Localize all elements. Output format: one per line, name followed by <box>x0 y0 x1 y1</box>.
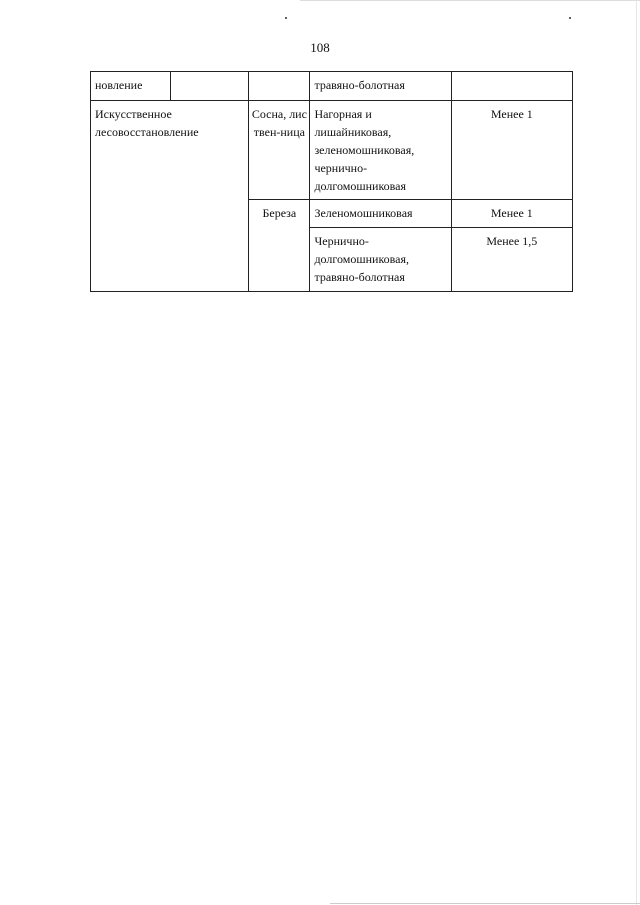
table-cell-forest-type: Нагорная и лишайниковая, зеленомошниковая, чернично-долгомошниковая <box>310 101 451 200</box>
table-cell-value: Менее 1 <box>451 200 572 228</box>
table-cell-method: Искусственное лесовосстановление <box>91 101 249 292</box>
scan-edge-bottom <box>330 903 640 904</box>
scan-speck <box>285 17 287 19</box>
table-cell-species: Береза <box>249 200 310 292</box>
table-cell-empty <box>171 72 249 101</box>
scan-edge-right <box>636 0 637 905</box>
table-cell-forest-type: Зеленомошниковая <box>310 200 451 228</box>
scan-speck <box>569 17 571 19</box>
forest-regeneration-table <box>90 71 573 292</box>
table-cell-forest-type: травяно-болотная <box>310 72 451 101</box>
table-row <box>91 101 573 200</box>
table-cell-value <box>451 72 572 101</box>
table-cell-forest-type: Чернично-долгомошниковая, травяно-болотная <box>310 228 451 292</box>
scan-edge-top <box>300 0 640 1</box>
table-row <box>91 72 573 101</box>
page-number: 108 <box>310 40 330 55</box>
table-cell-value: Менее 1,5 <box>451 228 572 292</box>
table-cell-species: Сосна, листвен-ница <box>249 101 310 200</box>
table-cell-value: Менее 1 <box>451 101 572 200</box>
table-cell-species <box>249 72 310 101</box>
table-cell-method: новление <box>91 72 171 101</box>
